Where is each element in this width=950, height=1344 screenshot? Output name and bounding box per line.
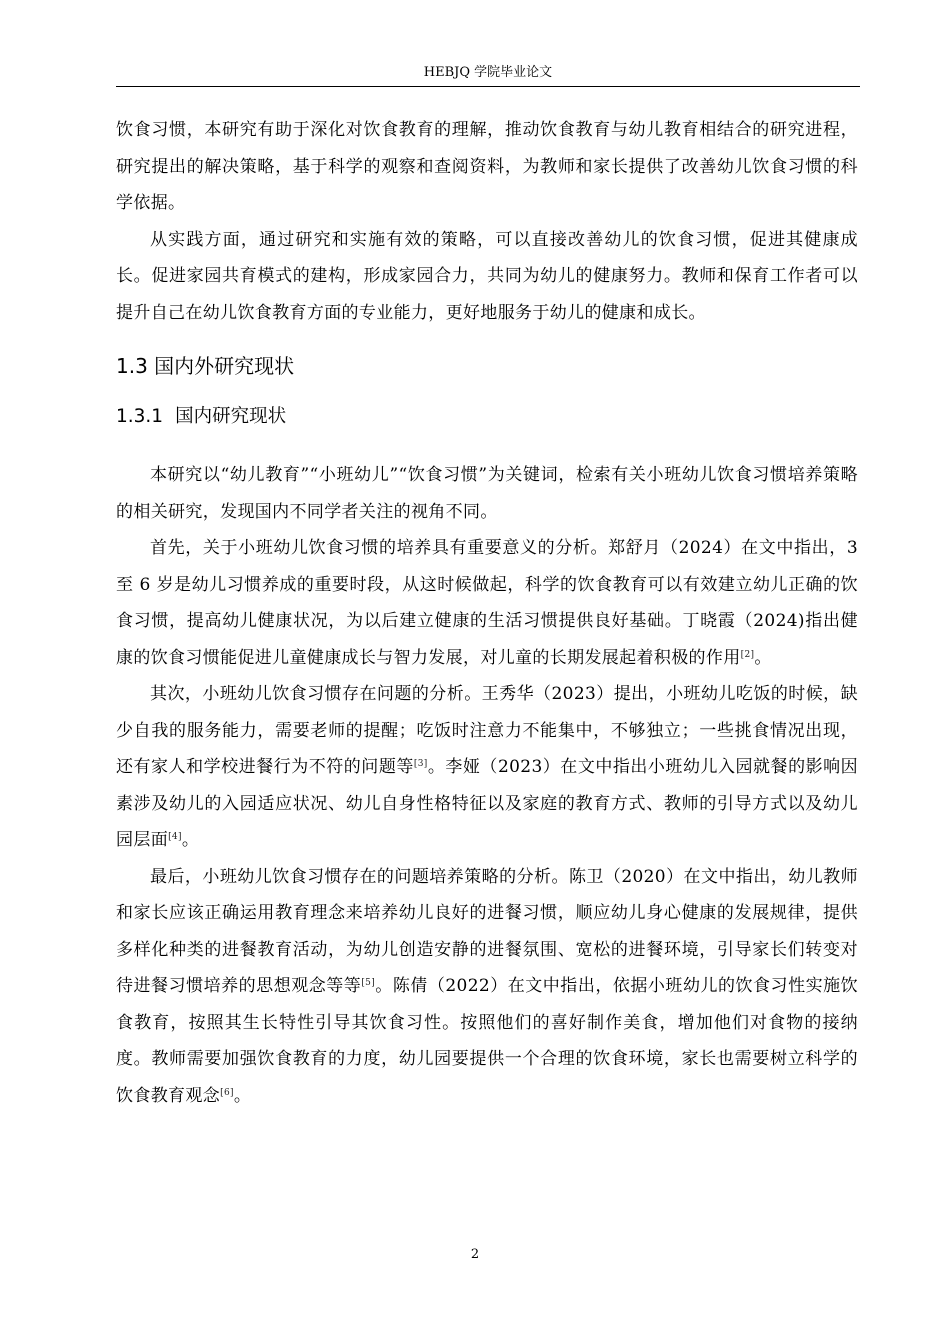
paragraph-significance	[116, 530, 858, 676]
paragraph-strategies	[116, 859, 858, 1115]
paragraph-text: 。陈倩（2022）在文中指出，依据小班幼儿的饮食习性实施饮食教育，按照其生长特性引导其饮食习性。按照他们的喜好制作美食，增加他们对食物的接纳度。教师需要加强饮食教育的力度，幼儿园要提供一个合理的饮食环境，家长也需要树立科学的饮食教育观念	[116, 976, 858, 1106]
page-header: HEBJQ 学院毕业论文	[423, 65, 553, 80]
paragraph-keywords: 本研究以“幼儿教育”“小班幼儿”“饮食习惯”为关键词，检索有关小班幼儿饮食习惯培养策略的相关研究，发现国内不同学者关注的视角不同。	[116, 465, 858, 522]
section-heading-wrapper	[116, 351, 858, 381]
citation-ref: [4]	[168, 832, 182, 842]
citation-ref: [6]	[220, 1087, 234, 1098]
citation-ref: [5]	[361, 978, 376, 988]
citation-ref: [2]	[740, 649, 755, 660]
page-number: 2	[470, 1247, 480, 1262]
paragraph-end: 。	[181, 830, 200, 850]
paragraph-end: 。	[754, 647, 772, 668]
header-rule	[116, 86, 860, 87]
paragraph-practice: 从实践方面，通过研究和实施有效的策略，可以直接改善幼儿的饮食习惯，促进其健康成长。促进家园共育模式的建构，形成家园合力，共同为幼儿的健康努力。教师和保育工作者可以提升自己在幼儿饮食教育方面的专业能力，更好地服务于幼儿的健康和成长。	[116, 229, 858, 323]
paragraph-text: 最后，小班幼儿饮食习惯存在的问题培养策略的分析。陈卫（2020）在文中指出，幼儿教师和家长应该正确运用教育理念来培养幼儿良好的进餐习惯，顺应幼儿身心健康的发展规律，提供多样化种类的进餐教育活动，为幼儿创造安静的进餐氛围、宽松的进餐环境，引导家长们转变对待进餐习惯培养的思想观念等等	[116, 866, 858, 996]
paragraph-continuation: 饮食习惯，本研究有助于深化对饮食教育的理解，推动饮食教育与幼儿教育相结合的研究进程，研究提出的解决策略，基于科学的观察和查阅资料，为教师和家长提供了改善幼儿饮食习惯的科学依据。	[116, 120, 858, 213]
paragraph-text: 其次，小班幼儿饮食习惯存在问题的分析。王秀华（2023）提出，小班幼儿吃饭的时候，缺少自我的服务能力，需要老师的提醒；吃饭时注意力不能集中，不够独立；一些挑食情况出现，还有家人和学校进餐行为不符的问题等	[116, 684, 858, 777]
section-heading: 1.3 国内外研究现状	[116, 354, 295, 378]
subsection-heading	[116, 403, 858, 431]
subsection-title: 国内研究现状	[175, 406, 287, 427]
subsection-number: 1.3.1	[116, 406, 164, 427]
paragraph-text: 。李娅（2023）在文中指出小班幼儿入园就餐的影响因素涉及幼儿的入园适应状况、幼儿自身性格特征以及家庭的教育方式、教师的引导方式以及幼儿园层面	[116, 757, 858, 850]
paragraph-problems	[116, 676, 858, 859]
page-body	[116, 112, 858, 1114]
citation-ref: [3]	[413, 759, 428, 769]
subsection-heading-wrapper	[116, 403, 858, 431]
paragraph-text: 首先，关于小班幼儿饮食习惯的培养具有重要意义的分析。郑舒月（2024）在文中指出，3 至 6 岁是幼儿习惯养成的重要时段，从这时候做起，科学的饮食教育可以有效建立幼儿正确的饮食习惯，提高幼儿健康状况，为以后建立健康的生活习惯提供良好基础。丁晓霞（2024)指出健康的饮食习惯能促进儿童健康成长与智力发展，对儿童的长期发展起着积极的作用	[116, 538, 858, 668]
paragraph-end: 。	[233, 1085, 252, 1106]
